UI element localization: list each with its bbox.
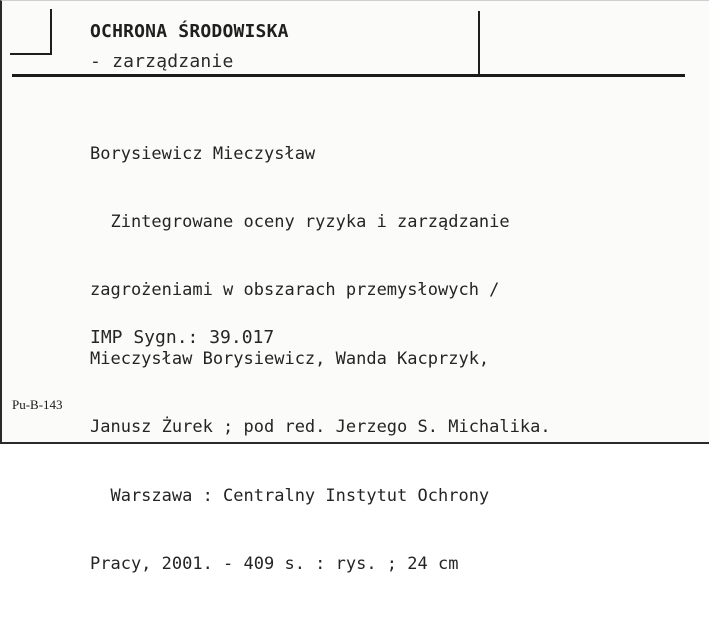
bibliographic-entry — [90, 97, 551, 621]
card-code: Pu-B-143 — [12, 397, 63, 412]
corner-mark — [10, 9, 52, 55]
entry-line: Mieczysław Borysiewicz, Wanda Kacprzyk, — [90, 348, 490, 369]
header-horizontal-rule — [12, 74, 685, 77]
header-vertical-rule — [478, 11, 480, 74]
call-number: IMP Sygn.: 39.017 — [90, 327, 275, 348]
subject-subheading: - zarządzanie — [90, 51, 234, 72]
entry-line-author: Borysiewicz Mieczysław — [90, 143, 316, 164]
entry-line: Warszawa : Centralny Instytut Ochrony — [90, 485, 490, 506]
entry-line: Pracy, 2001. - 409 s. : rys. ; 24 cm — [90, 553, 459, 574]
subject-heading: OCHRONA ŚRODOWISKA — [90, 21, 289, 42]
entry-line: Janusz Żurek ; pod red. Jerzego S. Michalika. — [90, 417, 551, 438]
entry-line: zagrożeniami w obszarach przemysłowych / — [90, 280, 500, 301]
entry-line: Zintegrowane oceny ryzyka i zarządzanie — [90, 211, 510, 232]
